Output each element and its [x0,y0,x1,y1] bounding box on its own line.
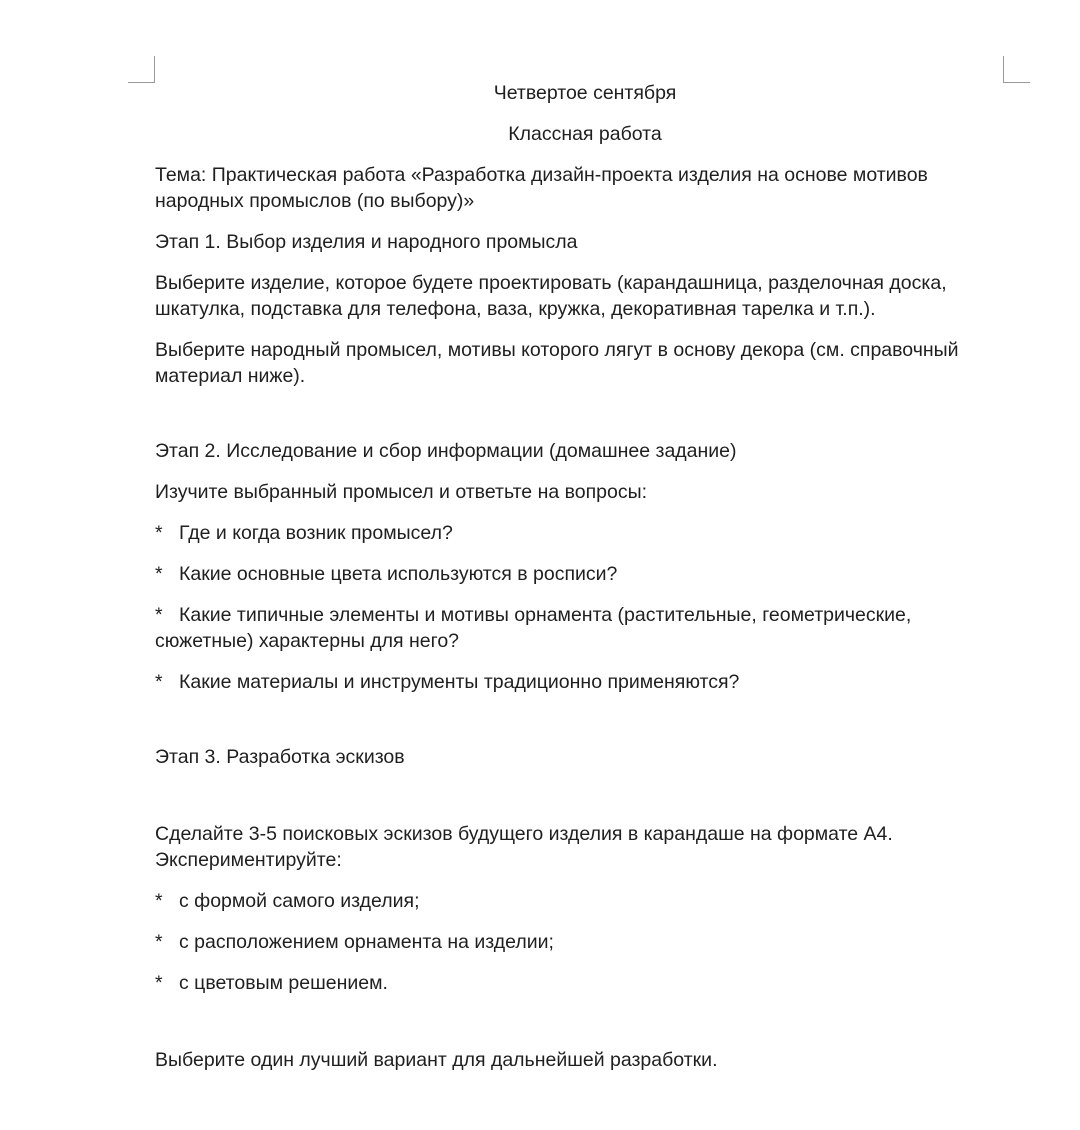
date-heading: Четвертое сентября [493,82,677,104]
stage3-final: Выберите один лучший вариант для дальнейшей разработки. [155,1049,718,1071]
bullet-asterisk: * [155,604,163,626]
stage1-paragraph-1: Выберите изделие, которое будете проектировать (карандашница, разделочная доска, шкатулка, подставка для телефона, ваза, кружка, декоративная тарелка и т.п.). [155,272,947,320]
stage1-title: Этап 1. Выбор изделия и народного промысла [155,231,578,253]
sketch-item-text: с расположением орнамента на изделии; [179,931,554,953]
spacer [155,404,1015,438]
list-item [155,888,1015,914]
list-item [155,520,1015,546]
stage3-title: Этап 3. Разработка эскизов [155,746,405,768]
question-text: Какие основные цвета используются в росписи? [179,563,618,585]
stage2-title: Этап 2. Исследование и сбор информации (домашнее задание) [155,440,737,462]
list-item [155,602,1015,654]
document-page [155,80,1015,1088]
spacer [155,785,1015,821]
page-corner-mark-top-right [1003,56,1030,83]
list-item [155,669,1015,695]
bullet-asterisk: * [155,972,163,994]
stage1-paragraph-2: Выберите народный промысел, мотивы которого лягут в основу декора (см. справочный материал ниже). [155,339,959,387]
sketch-item-text: с формой самого изделия; [179,890,420,912]
spacer [155,1011,1015,1047]
bullet-asterisk: * [155,563,163,585]
work-type-heading: Классная работа [508,123,662,145]
page-corner-mark-top-left [128,56,155,83]
stage2-intro: Изучите выбранный промысел и ответьте на вопросы: [155,481,648,503]
question-text: Где и когда возник промысел? [179,522,453,544]
question-text: Какие материалы и инструменты традиционно применяются? [179,671,740,693]
topic-paragraph: Тема: Практическая работа «Разработка дизайн-проекта изделия на основе мотивов народных промыслов (по выбору)» [155,164,928,212]
list-item [155,929,1015,955]
bullet-asterisk: * [155,522,163,544]
sketch-item-text: с цветовым решением. [179,972,388,994]
stage3-intro: Сделайте 3-5 поисковых эскизов будущего изделия в карандаше на формате А4. Экспериментируйте: [155,823,893,871]
bullet-asterisk: * [155,931,163,953]
spacer [155,710,1015,744]
bullet-asterisk: * [155,890,163,912]
list-item [155,561,1015,587]
question-text: Какие типичные элементы и мотивы орнамента (растительные, геометрические, сюжетные) характерны для него? [155,604,912,652]
bullet-asterisk: * [155,671,163,693]
list-item [155,970,1015,996]
